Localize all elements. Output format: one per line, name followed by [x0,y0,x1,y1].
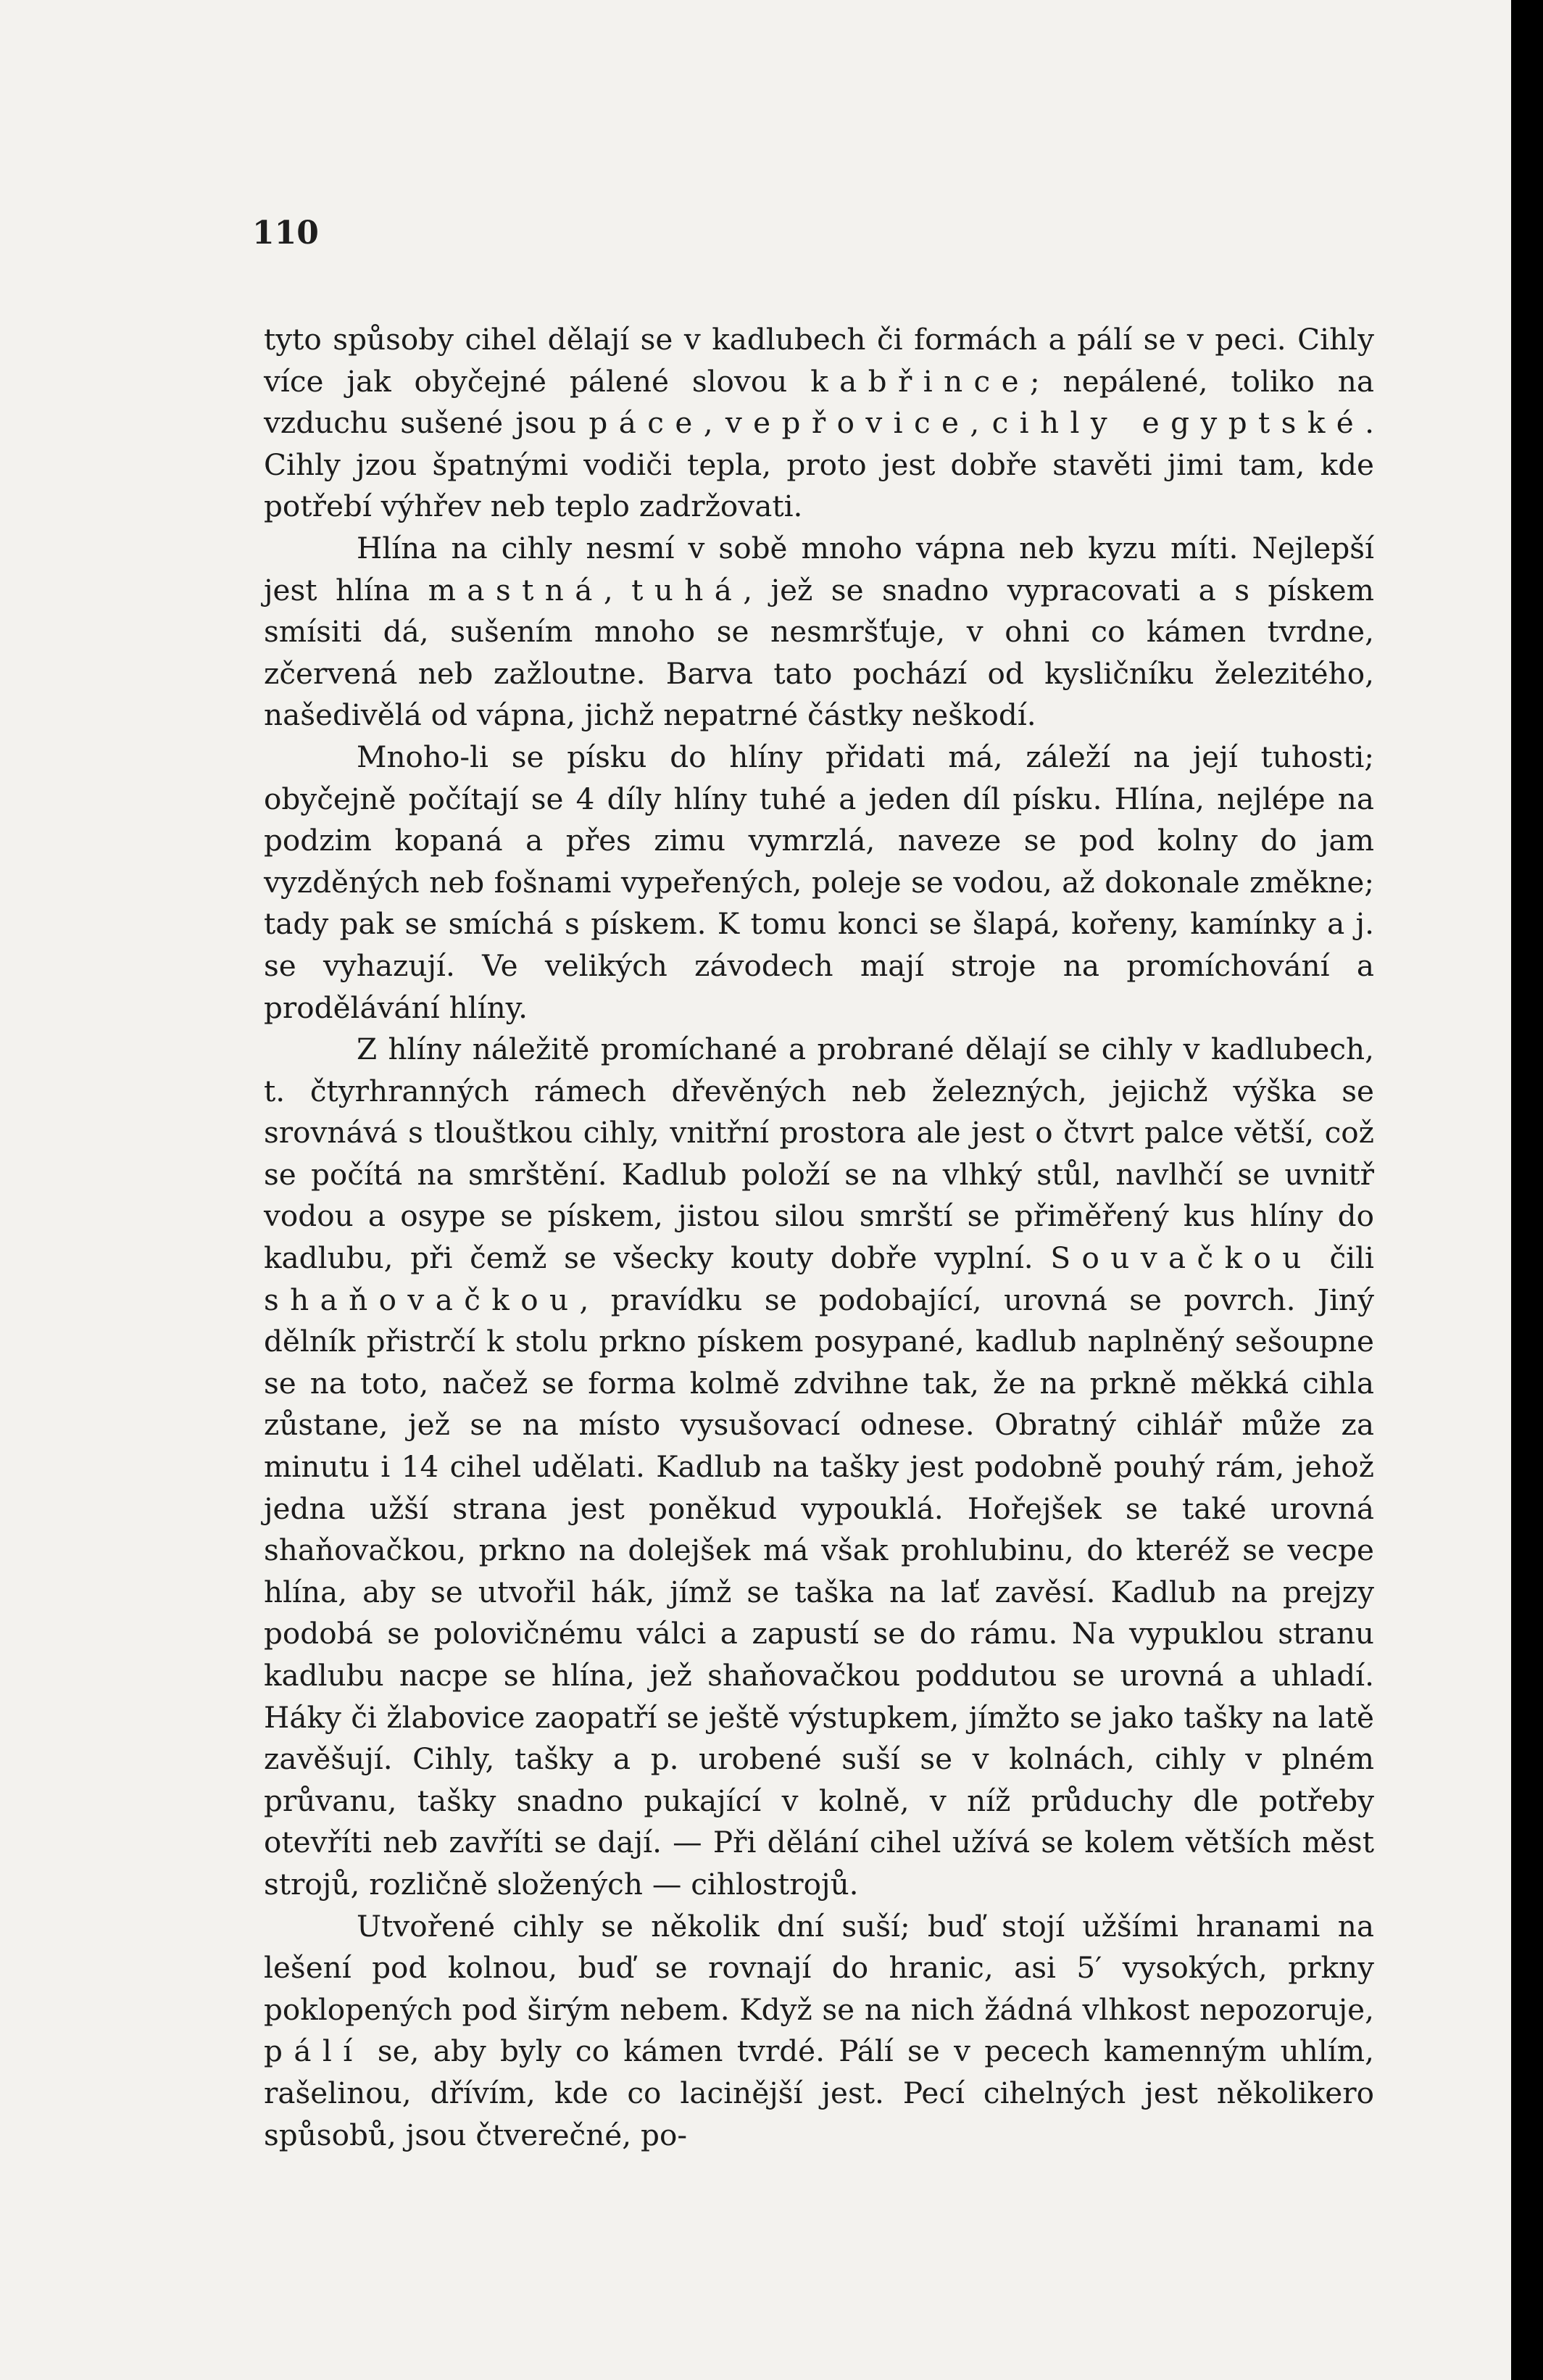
paragraph [264,1906,1374,2157]
emphasized-term: tuhá [631,572,744,608]
paragraph [264,737,1374,1029]
paragraph [264,528,1374,737]
text-run: , jež se snadno vypracovati a s pískem smísiti dá, sušením mnoho se nesmršťuje, v ohni co kámen tvrdne, zčervená neb zažloutne. Barva tato pochází od kysličníku železitého, našedivělá od vápna, jichž nepatrné částky neškodí. [264,572,1374,733]
text-run: . Cihly jzou špatnými vodiči tepla, proto jest dobře stavěti jimi tam, kde potřebí výhřev neb teplo zadržovati. [264,405,1375,524]
emphasized-term: Souvačkou [1050,1240,1313,1276]
text-run: čili [1312,1240,1374,1276]
text-run: , [970,405,992,441]
emphasized-term: kabřince [810,363,1030,399]
paragraph [264,1029,1374,1905]
text-run: , [703,405,725,441]
text-run: , pravídku se podobající, urovná se povrch. Jiný dělník přistrčí k stolu prkno pískem posypané, kadlub naplněný sešoupne se na toto, načež se forma kolmě zdvihne tak, že na prkně měkká cihla zůstane, jež se na místo vysušovací odnese. Obratný cihlář může za minutu i 14 cihel udělati. Kadlub na tašky jest podobně pouhý rám, jehož jedna užší strana jest poněkud vypouklá. Hořejšek se také urovná shaňovačkou, prkno na dolejšek má však prohlubinu, do kteréž se vecpe hlína, aby se utvořil hák, jímž se taška na lať zavěsí. Kadlub na prejzy podobá se polovičnému válci a zapustí se do rámu. Na vypuklou stranu kadlubu nacpe se hlína, jež shaňovačkou poddutou se urovná a uhladí. Háky či žlabovice zaopatří se ještě výstupkem, jímžto se jako tašky na latě zavěšují. Cihly, tašky a p. urobené suší se v kolnách, cihly v plném průvanu, tašky snadno pukající v kolně, v níž průduchy dle potřeby otevříti neb zavříti se dají. — Při dělání cihel užívá se kolem větších měst strojů, rozličně složených — cihlostrojů. [264,1282,1374,1902]
text-run: Utvořené cihly se několik dní suší; buď stojí užšími hranami na lešení pod kolnou, buď se rovnají do hranic, asi 5′ vysokých, prkny poklopených pod širým nebem. Když se na nich žádná vlhkost nepozoruje, [264,1908,1374,2027]
emphasized-term: vepřovice [725,405,970,441]
emphasized-term: cihly egyptské [991,405,1365,441]
emphasized-term: pálí [264,2033,364,2069]
text-run: Z hlíny náležitě promíchané a probrané dělají se cihly v kadlubech, t. čtyrhranných rámech dřevěných neb železných, jejichž výška se srovnává s tlouštkou cihly, vnitřní prostora ale jest o čtvrt palce větší, což se počítá na smrštění. Kadlub položí se na vlhký stůl, navlhčí se uvnitř vodou a osype se pískem, jistou silou smrští se přiměřený kus hlíny do kadlubu, při čemž se všecky kouty dobře vyplní. [264,1032,1374,1276]
emphasized-term: mastná [428,572,604,608]
text-run: ; nepálené, toliko na vzduchu sušené jsou [264,363,1374,441]
body-text [264,319,1374,2156]
emphasized-term: shaňovačkou [264,1282,580,1317]
paragraph [264,319,1374,528]
text-run: se, aby byly co kámen tvrdé. Pálí se v pecech kamenným uhlím, rašelinou, dřívím, kde co lacinější jest. Pecí cihelných jest několikero spůsobů, jsou čtverečné, po- [264,2033,1374,2152]
emphasized-term: páce [588,405,704,441]
text-run: , [603,572,632,608]
page-number: 110 [252,215,319,252]
text-run: Hlína na cihly nesmí v sobě mnoho vápna neb kyzu míti. Nejlepší jest hlína [264,530,1374,608]
text-run: Mnoho-li se písku do hlíny přidati má, záleží na její tuhosti; obyčejně počítají se 4 díly hlíny tuhé a jeden díl písku. Hlína, nejlépe na podzim kopaná a přes zimu vymrzlá, naveze se pod kolny do jam vyzděných neb fošnami vypeřených, poleje se vodou, až dokonale změkne; tady pak se smíchá s pískem. K tomu konci se šlapá, kořeny, kamínky a j. se vyhazují. Ve velikých závodech mají stroje na promíchování a prodělávání hlíny. [264,739,1374,1025]
text-run: tyto spůsoby cihel dělají se v kadlubech či formách a pálí se v peci. Cihly více jak obyčejné pálené slovou [264,322,1374,399]
scan-border [1511,0,1543,2380]
